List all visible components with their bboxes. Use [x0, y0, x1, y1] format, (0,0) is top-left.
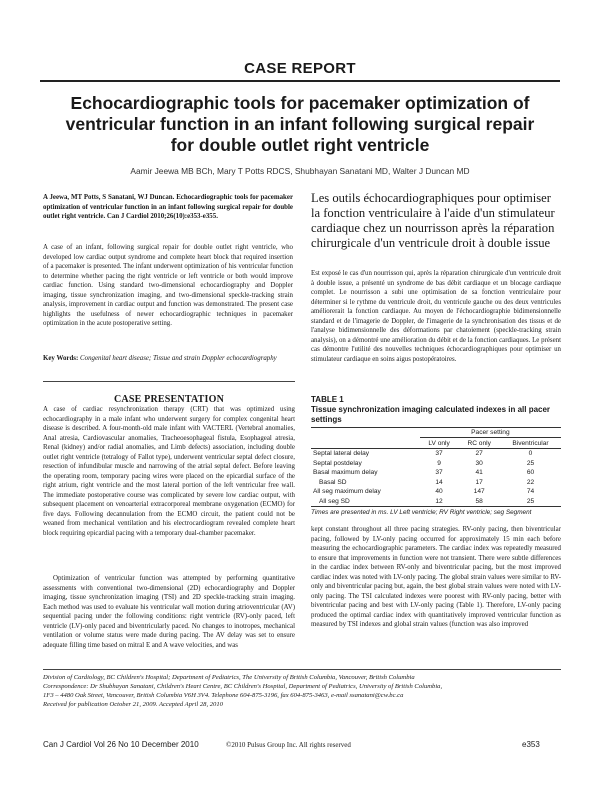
table-cell: 17	[475, 478, 483, 486]
row-label: Basal maximum delay	[313, 469, 378, 477]
case-presentation-heading: CASE PRESENTATION	[114, 394, 224, 405]
keywords-label: Key Words:	[43, 355, 79, 362]
table-cell: 37	[435, 450, 443, 458]
table-row	[311, 487, 561, 497]
footer-copyright: ©2010 Pulsus Group Inc. All rights reserved	[226, 741, 351, 749]
french-title: Les outils échocardiographiques pour optimiser la fonction ventriculaire à l'aide d'un stimulateur cardiaque chez un nourrisson après la réparation chirurgicale d'un ventricule droit à double issue	[311, 191, 555, 250]
abstract-french: Est exposé le cas d'un nourrisson qui, après la réparation chirurgicale d'un ventricule droit à double issue, a présenté un syndrome de bas débit cardiaque et un blocage cardiaque complet. Le nourrisson a subi une optimisation de sa fonction ventriculaire pour déterminer si le rythme du ventricule droit, du ventricule gauche ou des deux ventricules améliorerait la fonction cardiaque. Au moyen de l'échocardiographie bidimensionnelle standard et de l'imagerie de Doppler, de l'imagerie de la synchronisation des tissus et de l'analyse bidimensionnelle des déformations par chatoiement (speckle-tracking strain analysis), on a démontré une amélioration du débit et de la fonction cardiaques. Le présent cas démontre l'utilité des nouvelles techniques échocardiographiques pour optimiser un stimulateur cardiaque en soins aigus postopératoires.	[311, 270, 561, 363]
table-row	[311, 468, 561, 478]
column-header: Biventricular	[500, 438, 561, 448]
table-label: TABLE 1	[311, 395, 344, 404]
table-1	[311, 395, 561, 518]
table-caption: Tissue synchronization imaging calculated indexes in all pacer settings	[311, 405, 551, 424]
section-label: CASE REPORT	[244, 60, 356, 77]
table-cell: 147	[473, 488, 485, 496]
table-cell: 40	[435, 488, 443, 496]
table-cell: 25	[526, 459, 535, 467]
tsi-table	[311, 427, 561, 507]
table-cell: 37	[435, 469, 443, 477]
row-label: All seg SD	[311, 497, 420, 507]
article-title: Echocardiographic tools for pacemaker optimization of ventricular function in an infant following surgical repair for double outlet right ventricle	[65, 93, 535, 155]
keywords-text: Congenital heart disease; Tissue and strain Doppler echocardiography	[80, 355, 277, 362]
table-cell: 0	[528, 450, 533, 458]
author-list: Aamir Jeewa MB BCh, Mary T Potts RDCS, Shubhayan Sanatani MD, Walter J Duncan MD	[130, 166, 470, 176]
affiliation-block	[43, 673, 561, 709]
row-label: Septal lateral delay	[313, 450, 370, 458]
right-column-text: kept constant throughout all three pacing strategies. RV-only pacing, then biventricular pacing, followed by LV-only pacing occurred for approximately 15 min each before measuring the echocardiographic parameters. The cardiac index was repeatedly measured to ensure that improvements in function were not transient. There were subtle differences in the cardiac index between RV-only and biventricular pacing, but the most improved cardiac index was noted with LV-only pacing. The global strain values were similar to RV-only and biventricular pacing but, again, the best global strain values were noted with LV-only pacing. The TSI calculated indexes were poorest with RV-only pacing, better with biventricular pacing and best with LV-only pacing (Table 1). Therefore, LV-only pacing produced the optimal cardiac index with quantitatively improved ventricular function as measured by TSI indexes and global strain values (function was also improved	[311, 526, 561, 628]
table-cell: 22	[526, 478, 535, 486]
table-corner	[311, 428, 420, 438]
table-row	[311, 497, 561, 507]
affiliation-rule	[43, 669, 561, 670]
footer-journal: Can J Cardiol Vol 26 No 10 December 2010	[43, 740, 199, 749]
table-cell: 60	[526, 469, 535, 477]
table-cell: 12	[420, 497, 459, 507]
abstract-divider	[43, 381, 295, 382]
address-line: 1F3 – 4480 Oak Street, Vancouver, British Columbia V6H 3V4. Telephone 604-875-3196, fax 604-875-3463, e-mail ssanatani@cw.bc.ca	[43, 692, 404, 699]
row-label: Septal postdelay	[313, 459, 362, 467]
table-corner-2	[311, 438, 420, 448]
case-paragraph-2: Optimization of ventricular function was attempted by performing quantitative assessments with conventional two-dimensional (2D) echocardiography and Doppler imaging, tissue synchronization imaging (TSI) and 2D speckle-tracking strain imaging. Each method was used to evaluate his ventricular wall motion during atrioventricular (AV) sequential pacing under the following conditions: right ventricle (RV)-only paced, left ventricle (LV)-only paced and biventricularly paced. No changes to inotropes, mechanical ventilation or volume status were made during pacing. The AV delay was set to ensure adequate filling time based on mitral E and A wave velocities, and was	[43, 575, 295, 649]
table-cell: 14	[435, 478, 443, 486]
received-line: Received for publication October 21, 2009. Accepted April 28, 2010	[43, 701, 223, 708]
table-cell: 9	[437, 459, 441, 467]
table-cell: 41	[475, 469, 483, 477]
table-cell: 25	[500, 497, 561, 507]
affiliation-line: Division of Cardiology, BC Children's Hospital; Department of Pediatrics, The University of British Columbia, Vancouver, British Columbia	[43, 674, 415, 681]
table-cell: 74	[526, 488, 535, 496]
row-label: Basal SD	[319, 478, 347, 486]
case-paragraph-1: A case of cardiac resynchronization therapy (CRT) that was optimized using echocardiography in a male infant who underwent surgery for complex congenital heart disease is described. A four-month-old male infant with VACTERL (Vertebral anomalies, Anal atresia, Cardiovascular anomalies, Tracheoesophageal fistula, Esophageal atresia, Renal (kidney) and/or radial anomalies, and Limb defects) association, including double outlet right ventricle (tetralogy of Fallot type), underwent ventricular septal defect closure, resection of infundibular muscle and narrowing of the atrial septal defect. Before leaving the operating room, temporary pacing wires were placed on the epicardial surface of the right atrium, right ventricle and the most lateral portion of the left ventricular free wall. The immediate postoperative course was complicated by severe low cardiac output, with subsequent placement on venoarterial extracorporeal membrane oxygenation (ECMO) for five days. Following decannulation from the ECMO circuit, the patient could not be weaned from mechanical ventilation and his electrocardiogram revealed complete heart block requiring epicardial pacing with a temporary dual-chamber pacemaker.	[43, 406, 295, 537]
table-footnote: Times are presented in ms. LV Left ventricle; RV Right ventricle; seg Segment	[311, 509, 532, 517]
table-row	[311, 458, 561, 468]
table-row	[311, 478, 561, 488]
table-cell: 30	[475, 459, 483, 467]
footer-page-number: e353	[522, 740, 540, 749]
column-header: RC only	[458, 438, 500, 448]
header-rule	[40, 80, 560, 82]
table-cell: 27	[475, 450, 483, 458]
correspondence-line: Correspondence: Dr Shubhayan Sanatani, Children's Heart Centre, BC Children's Hospital, Department of Pediatrics, University of British Columbia,	[43, 683, 443, 690]
column-header: LV only	[420, 438, 459, 448]
abstract-english: A case of an infant, following surgical repair for double outlet right ventricle, who developed low cardiac output syndrome and complete heart block that required insertion of a pacemaker is presented. The infant underwent optimization of his ventricular function to determine whether pacing the right ventricle or left ventricle or both would improve cardiac function. Using standard two-dimensional echocardiography and Doppler imaging, tissue synchronization imaging, and two-dimensional speckle-tracking strain analysis, improvement in cardiac output and function was demonstrated. The present case highlights the usefulness of newer echocardiographic techniques in pacemaker optimization in the acute postoperative setting.	[43, 244, 293, 327]
table-row	[311, 448, 561, 458]
keywords	[43, 354, 293, 364]
citation: A Jeewa, MT Potts, S Sanatani, WJ Duncan. Echocardiographic tools for pacemaker optimization of ventricular function in an infant following surgical repair for double outlet right ventricle. Can J Cardiol 2010;26(10):e353-e355.	[43, 194, 293, 220]
table-cell: 58	[458, 497, 500, 507]
row-label: All seg maximum delay	[313, 488, 381, 496]
pacer-setting-header: Pacer setting	[420, 428, 561, 438]
